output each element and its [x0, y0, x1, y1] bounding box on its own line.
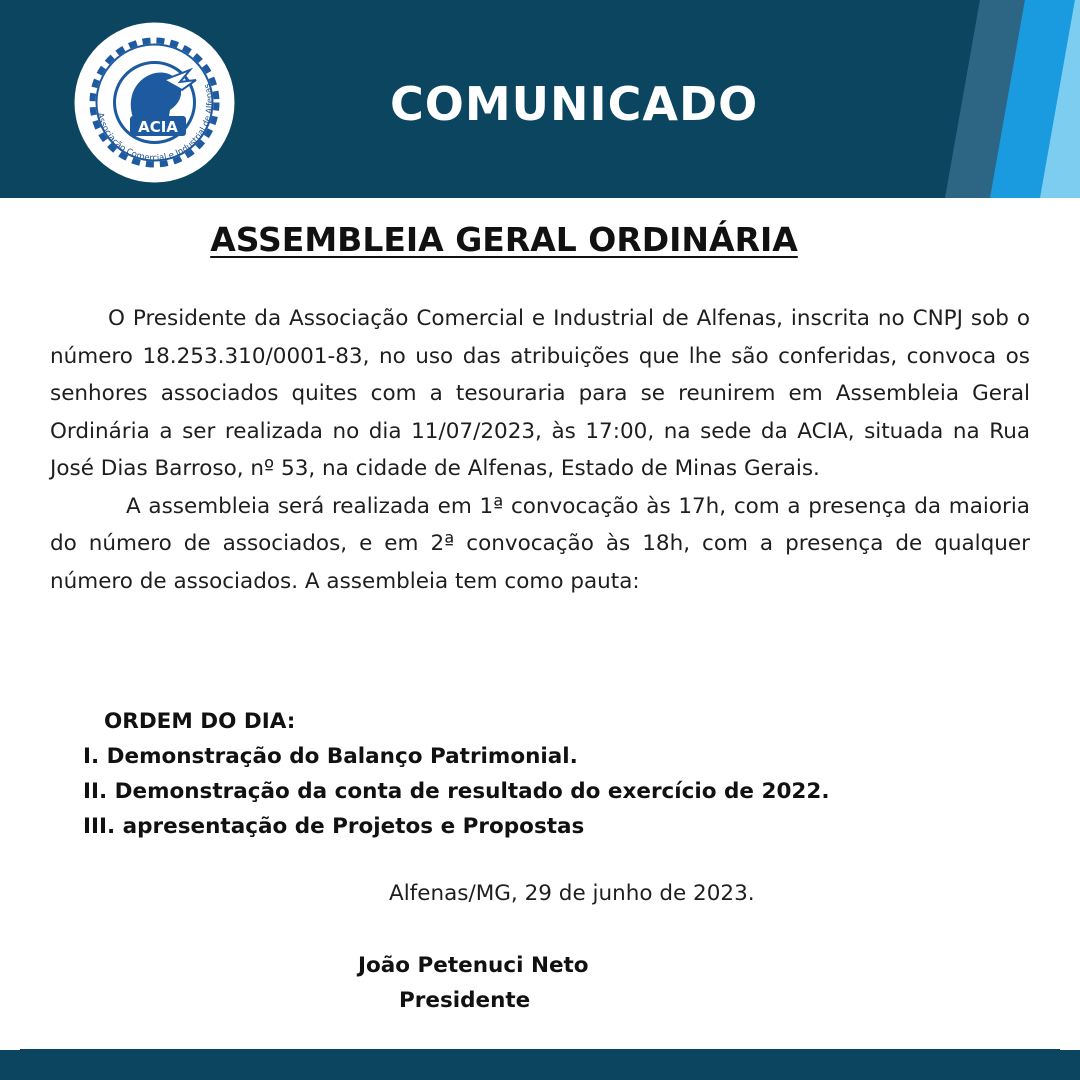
signature-role: Presidente [399, 988, 531, 1013]
logo-ring-text: Associação Comercial e Industrial de Alfenas [94, 82, 216, 164]
signature-name: João Petenuci Neto [358, 953, 589, 978]
paragraph-convocation: O Presidente da Associação Comercial e Industrial de Alfenas, inscrita no CNPJ sob o número 18.253.310/0001-83, no uso das atribuições que lhe são conferidas, convoca os senhores associados quites com a tesouraria para se reunirem em Assembleia Geral Ordinária a ser realizada no dia 11/07/2023, às 17:00, na sede da ACIA, situada na Rua José Dias Barroso, nº 53, na cidade de Alfenas, Estado de Minas Gerais. [50, 306, 1030, 481]
header-banner [0, 0, 1080, 198]
agenda-item: I. Demonstração do Balanço Patrimonial. [83, 744, 578, 769]
agenda-item: III. apresentação de Projetos e Propostas [83, 814, 585, 839]
place-date: Alfenas/MG, 29 de junho de 2023. [389, 881, 755, 906]
agenda-heading: ORDEM DO DIA: [104, 709, 296, 734]
header-title: COMUNICADO [390, 77, 759, 131]
paragraph-agenda-intro: A assembleia será realizada em 1ª convocação às 17h, com a presença da maioria do número de associados, e em 2ª convocação às 18h, com a presença de qualquer número de associados. A assembleia tem como pauta: [50, 493, 1030, 594]
footer-bar [0, 1050, 1080, 1080]
document-title: ASSEMBLEIA GERAL ORDINÁRIA [210, 220, 798, 259]
agenda-item: II. Demonstração da conta de resultado do exercício de 2022. [83, 779, 830, 804]
document-body [50, 300, 1030, 600]
acia-logo [72, 20, 237, 185]
logo-text: ACIA [138, 118, 178, 136]
